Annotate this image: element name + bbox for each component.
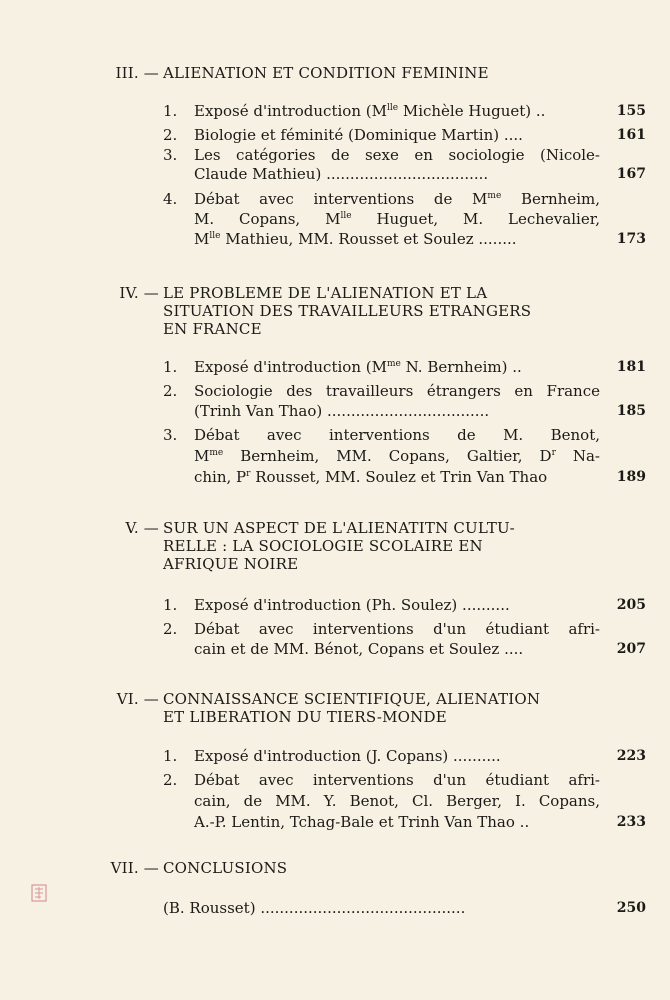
entry-text-line: Débat avec interventions de M. Benot, [194, 426, 600, 444]
entry-number: 1. [163, 358, 178, 376]
entry-number: 2. [163, 620, 178, 638]
entry-text-line: cain et de MM. Bénot, Copans et Soulez .... [194, 640, 524, 658]
entry-page: 185 [616, 403, 646, 419]
section-heading [104, 859, 599, 877]
entry-page: 173 [616, 231, 646, 247]
entry-number: 4. [163, 190, 178, 208]
section-title-line: EN FRANCE [163, 320, 262, 338]
entry-number: 1. [163, 747, 178, 765]
entry-text: Exposé d'introduction (J. Copans) .......... [194, 747, 501, 765]
entry-text: (B. Rousset) ........................................... [163, 899, 466, 917]
entry-text: Exposé d'introduction ($M^{me}$ N. Bernheim) .. [194, 358, 522, 376]
section-number: IV. — [119, 284, 159, 302]
entry-number: 3. [163, 426, 178, 444]
entry-page: 233 [616, 814, 646, 830]
entry-text-line: Les catégories de sexe en sociologie (Nicole- [194, 146, 600, 164]
section-title-line: CONNAISSANCE SCIENTIFIQUE, ALIENATION [163, 690, 541, 708]
section-title: ALIENATION ET CONDITION FEMININE [163, 64, 489, 82]
entry-page: 207 [616, 641, 646, 657]
entry-text-line: (Trinh Van Thao) .................................. [194, 402, 490, 420]
section-title: CONCLUSIONS [163, 859, 288, 877]
entry-text-line: Claude Mathieu) .................................. [194, 165, 489, 183]
section-number: V. — [125, 519, 159, 537]
entry-text-line: Débat avec interventions de $M^{me}$ Bernheim, [194, 190, 600, 208]
entry-page: 250 [616, 900, 646, 916]
section-title-line: SUR UN ASPECT DE L'ALIENATITN CULTU- [163, 519, 515, 537]
entry-page: 189 [616, 469, 646, 485]
entry-number: 3. [163, 146, 178, 164]
entry-text-line: Débat avec interventions d'un étudiant afri- [194, 620, 600, 638]
entry-text: Exposé d'introduction ($M^{lle}$ Michèle Huguet) .. [194, 102, 546, 120]
section-number: VI. — [116, 690, 159, 708]
entry-text-line: $M^{me}$ Bernheim, MM. Copans, Galtier, $D^r$ Na- [194, 447, 601, 465]
section-heading [104, 64, 599, 82]
entry-page: 167 [616, 166, 646, 182]
entry-text: Biologie et féminité (Dominique Martin) .... [194, 126, 523, 144]
entry-page: 223 [616, 748, 646, 764]
section-title-line: SITUATION DES TRAVAILLEURS ETRANGERS [163, 302, 532, 320]
entry-number: 2. [163, 771, 178, 789]
entry-number: 2. [163, 126, 178, 144]
section-title-line: RELLE : LA SOCIOLOGIE SCOLAIRE EN [163, 537, 483, 555]
library-stamp-icon [31, 884, 47, 902]
entry-number: 2. [163, 382, 178, 400]
section-title-line: ET LIBERATION DU TIERS-MONDE [163, 708, 447, 726]
entry-text-line: A.-P. Lentin, Tchag-Bale et Trinh Van Thao .. [194, 813, 530, 831]
entry-number: 1. [163, 102, 178, 120]
section-heading [104, 690, 599, 726]
section-title [163, 519, 603, 573]
section-number: VII. — [110, 859, 159, 877]
section-title [163, 690, 603, 726]
entry-page: 181 [616, 359, 646, 375]
entry-text-line: chin, $P^r$ Rousset, MM. Soulez et Trin Van Thao [194, 468, 548, 486]
entry-page: 155 [616, 103, 646, 119]
entry-page: 161 [616, 127, 646, 143]
entry-text-line: $M^{lle}$ Mathieu, MM. Rousset et Soulez ........ [194, 230, 517, 248]
entry-page: 205 [616, 597, 646, 613]
entry-text-line: M. Copans, $M^{lle}$ Huguet, M. Lechevalier, [194, 210, 600, 228]
section-number: III. — [115, 64, 159, 82]
section-title-line: LE PROBLEME DE L'ALIENATION ET LA [163, 284, 488, 302]
entry-text-line: cain, de MM. Y. Benot, Cl. Berger, I. Copans, [194, 792, 600, 810]
entry-text-line: Sociologie des travailleurs étrangers en France [194, 382, 600, 400]
section-title-line: AFRIQUE NOIRE [163, 555, 299, 573]
section-title [163, 284, 603, 338]
section-heading [104, 519, 599, 573]
entry-text: Exposé d'introduction (Ph. Soulez) .......... [194, 596, 510, 614]
entry-number: 1. [163, 596, 178, 614]
entry-text-line: Débat avec interventions d'un étudiant afri- [194, 771, 600, 789]
section-heading [104, 284, 599, 338]
